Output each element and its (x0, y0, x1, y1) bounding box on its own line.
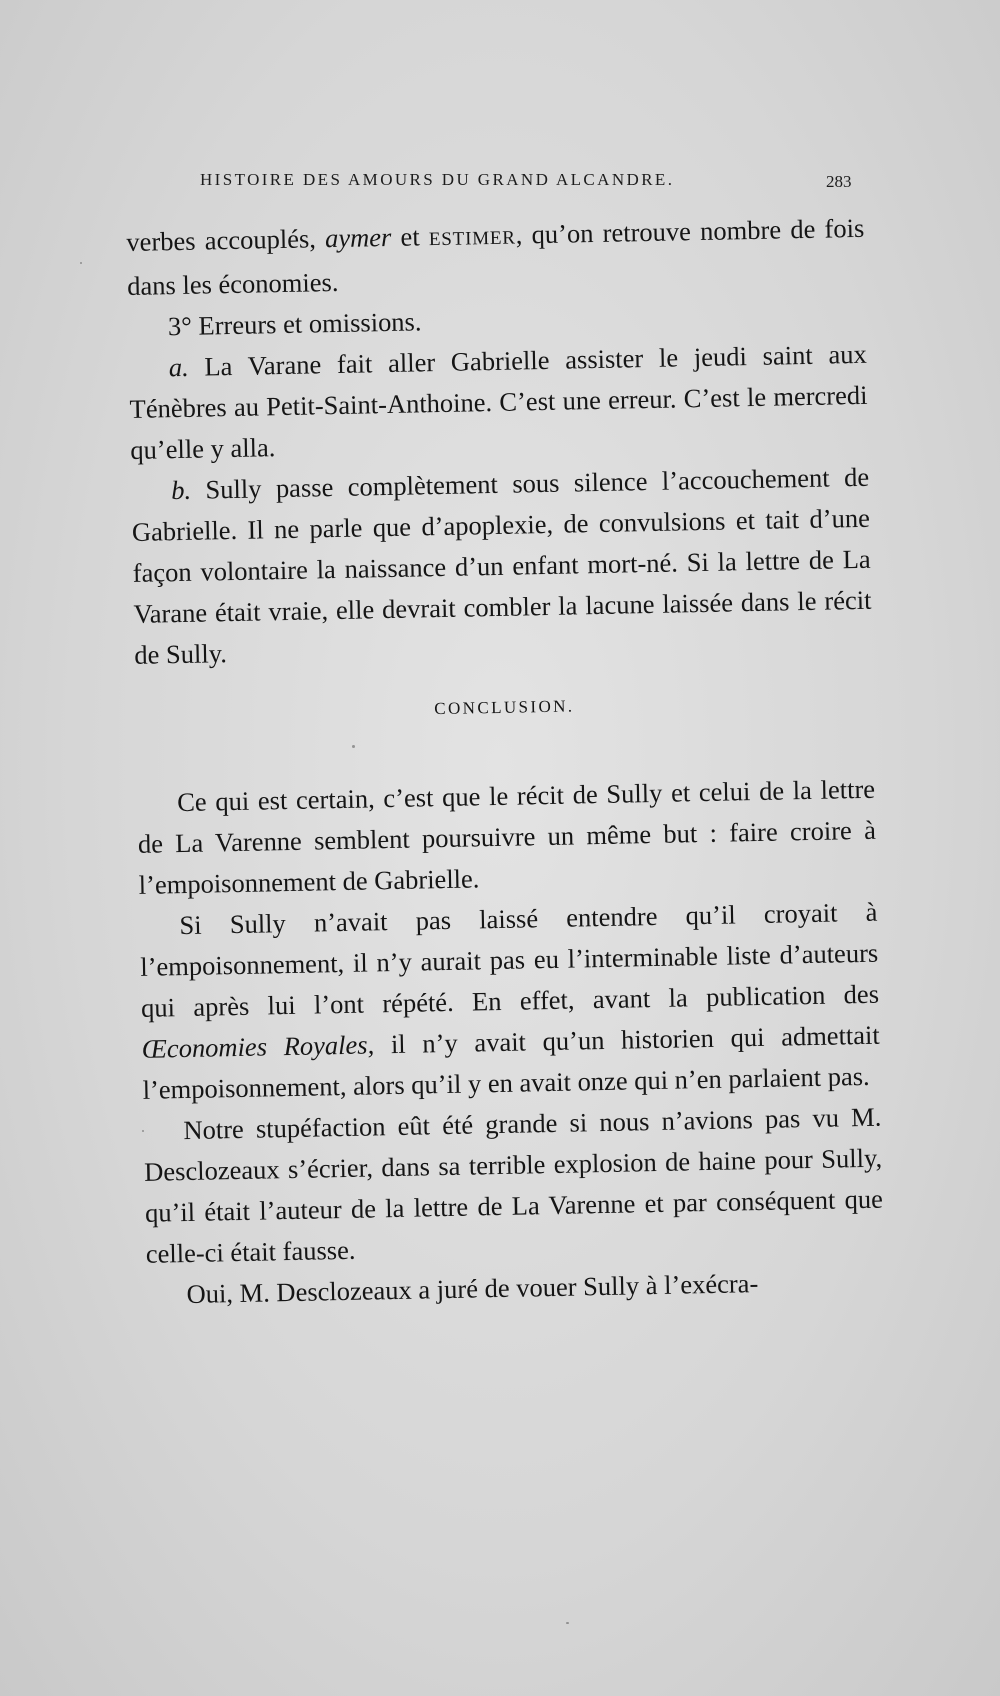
italic-word: aymer (324, 221, 392, 254)
paragraph-6: Si Sully n’avait pas laissé entendre qu’il croyait à l’empoisonnement, il n’y aurait pas eu l’interminable liste d’auteurs qui après lui l’ont répété. En effet, avant la publication des Œconomies Royales, il n’y avait qu’un historien qui admettait l’empoisonnement, alors qu’il y en avait onze qui n’en parlaient pas. (140, 896, 881, 1105)
paper-speck (142, 1130, 144, 1132)
paragraph-7: Notre stupéfaction eût été grande si nous n’avions pas vu M. Desclozeaux s’écrier, dans sa terrible explosion de haine pour Sully, qu’il était l’auteur de la lettre de La Varenne et par conséquent que celle-ci était fausse. (143, 1101, 884, 1269)
paragraph-5: Ce qui est certain, c’est que le récit de Sully et celui de la lettre de La Varenne semblent poursuivre un même but : faire croire à l’empoisonnement de Gabrielle. (137, 773, 877, 900)
section-heading: CONCLUSION. (434, 696, 575, 719)
page-number: 283 (826, 172, 852, 191)
paper-speck (80, 262, 82, 264)
item-label-b: b. (170, 474, 192, 506)
paragraph-2: 3° Erreurs et omissions. (167, 306, 422, 342)
paragraph-3: a. La Varane fait aller Gabrielle assister le jeudi saint aux Ténèbres au Petit-Saint-Anthoine. C’est une erreur. C’est le mercredi qu’elle y alla. (129, 338, 868, 465)
paragraph-4: b. Sully passe complètement sous silence l’accouchement de Gabrielle. Il ne parle que d’apoplexie, de convulsions et tait d’une façon volontaire la naissance d’un enfant mort-né. Si la lettre de La Varane était vraie, elle devrait combler la lacune laissée dans le récit de Sully. (131, 461, 872, 670)
paper-speck (352, 745, 355, 748)
italic-title: Œconomies Royales, (141, 1029, 375, 1064)
running-title: HISTOIRE DES AMOURS DU GRAND ALCANDRE. (200, 170, 675, 189)
paragraph-1: verbes accouplés, aymer et ESTIMER, qu’on retrouve nombre de fois dans les économies. (126, 212, 865, 301)
main-text (126, 208, 885, 1316)
paper-speck (566, 1622, 569, 1624)
small-caps-word: ESTIMER (428, 227, 517, 251)
paragraph-8: Oui, M. Desclozeaux a juré de vouer Sully à l’exécra- (186, 1268, 759, 1310)
item-label-a: a. (168, 351, 189, 383)
